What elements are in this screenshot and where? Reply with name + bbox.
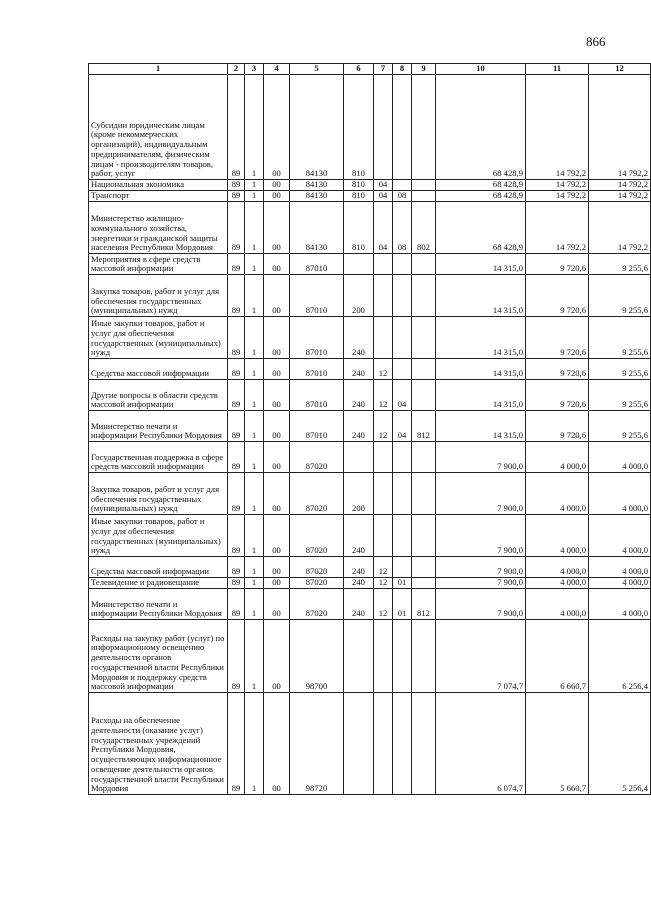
- row-cell-col-9: [412, 75, 436, 180]
- row-cell-col-7: [374, 620, 393, 693]
- table-row: [89, 202, 651, 254]
- row-name-cell: Средства массовой информации: [89, 359, 228, 380]
- table-row: [89, 275, 651, 317]
- table-row: [89, 411, 651, 442]
- row-cell-col-11: 9 720,6: [526, 380, 589, 411]
- row-cell-col-12: 9 255,6: [589, 275, 651, 317]
- row-cell-col-10: 68 428,9: [436, 75, 526, 180]
- row-cell-col-11: 4 000,0: [526, 515, 589, 557]
- row-cell-col-4: 00: [264, 75, 290, 180]
- row-cell-col-5: 87020: [290, 557, 344, 578]
- row-name-cell: Министерство жилищно-коммунального хозяйства, энергетики и гражданской защиты населения Республики Мордовия: [89, 202, 228, 254]
- row-cell-col-6: 240: [344, 589, 374, 620]
- column-header-1: 1: [89, 64, 228, 75]
- row-cell-col-3: 1: [245, 202, 264, 254]
- row-cell-col-7: 12: [374, 359, 393, 380]
- row-cell-col-11: 9 720,6: [526, 411, 589, 442]
- row-cell-col-9: 802: [412, 202, 436, 254]
- row-cell-col-9: [412, 254, 436, 275]
- row-cell-col-10: 7 900,0: [436, 578, 526, 589]
- row-cell-col-12: 9 255,6: [589, 380, 651, 411]
- row-cell-col-4: 00: [264, 317, 290, 359]
- row-cell-col-4: 00: [264, 275, 290, 317]
- row-cell-col-4: 00: [264, 442, 290, 473]
- row-cell-col-8: [393, 515, 412, 557]
- row-cell-col-11: 9 720,6: [526, 254, 589, 275]
- row-cell-col-6: 240: [344, 359, 374, 380]
- row-cell-col-3: 1: [245, 380, 264, 411]
- row-cell-col-12: 4 000,0: [589, 442, 651, 473]
- row-cell-col-9: [412, 557, 436, 578]
- row-cell-col-9: [412, 180, 436, 191]
- row-cell-col-10: 7 900,0: [436, 589, 526, 620]
- row-cell-col-10: 14 315,0: [436, 317, 526, 359]
- row-cell-col-5: 98700: [290, 620, 344, 693]
- table-row: [89, 75, 651, 180]
- row-cell-col-11: 9 720,6: [526, 359, 589, 380]
- row-cell-col-11: 4 000,0: [526, 442, 589, 473]
- row-cell-col-8: [393, 359, 412, 380]
- row-cell-col-8: 01: [393, 589, 412, 620]
- row-cell-col-4: 00: [264, 191, 290, 202]
- row-cell-col-7: [374, 442, 393, 473]
- row-cell-col-3: 1: [245, 317, 264, 359]
- row-name-cell: Другие вопросы в области средств массовой информации: [89, 380, 228, 411]
- row-cell-col-12: 14 792,2: [589, 180, 651, 191]
- row-cell-col-7: [374, 515, 393, 557]
- row-cell-col-4: 00: [264, 254, 290, 275]
- row-cell-col-11: 4 000,0: [526, 589, 589, 620]
- page-number: 866: [586, 34, 606, 49]
- row-cell-col-2: 89: [228, 515, 245, 557]
- row-cell-col-2: 89: [228, 191, 245, 202]
- row-cell-col-2: 89: [228, 75, 245, 180]
- row-cell-col-2: 89: [228, 380, 245, 411]
- row-name-cell: Национальная экономика: [89, 180, 228, 191]
- row-cell-col-3: 1: [245, 359, 264, 380]
- row-cell-col-11: 4 000,0: [526, 557, 589, 578]
- row-cell-col-11: 14 792,2: [526, 75, 589, 180]
- row-cell-col-3: 1: [245, 589, 264, 620]
- row-name-cell: Средства массовой информации: [89, 557, 228, 578]
- row-cell-col-7: [374, 254, 393, 275]
- row-cell-col-12: 14 792,2: [589, 191, 651, 202]
- row-cell-col-10: 68 428,9: [436, 202, 526, 254]
- row-cell-col-5: 84130: [290, 202, 344, 254]
- row-cell-col-5: 87020: [290, 515, 344, 557]
- row-cell-col-2: 89: [228, 557, 245, 578]
- row-cell-col-5: 87020: [290, 589, 344, 620]
- row-cell-col-11: 14 792,2: [526, 191, 589, 202]
- row-cell-col-12: 4 000,0: [589, 473, 651, 515]
- row-cell-col-2: 89: [228, 411, 245, 442]
- row-cell-col-6: 810: [344, 202, 374, 254]
- row-name-cell: Иные закупки товаров, работ и услуг для обеспечения государственных (муниципальных) нужд: [89, 515, 228, 557]
- row-cell-col-2: 89: [228, 275, 245, 317]
- row-cell-col-5: 87020: [290, 473, 344, 515]
- row-cell-col-4: 00: [264, 693, 290, 795]
- row-cell-col-5: 87020: [290, 578, 344, 589]
- row-cell-col-10: 7 900,0: [436, 442, 526, 473]
- row-name-cell: Министерство печати и информации Республики Мордовия: [89, 411, 228, 442]
- table-row: [89, 473, 651, 515]
- row-cell-col-9: [412, 380, 436, 411]
- row-cell-col-5: 84130: [290, 75, 344, 180]
- row-cell-col-7: 04: [374, 202, 393, 254]
- row-cell-col-8: [393, 473, 412, 515]
- row-cell-col-10: 14 315,0: [436, 359, 526, 380]
- row-cell-col-9: [412, 442, 436, 473]
- row-cell-col-9: [412, 693, 436, 795]
- row-cell-col-8: 04: [393, 411, 412, 442]
- row-name-cell: Закупка товаров, работ и услуг для обеспечения государственных (муниципальных) нужд: [89, 275, 228, 317]
- row-cell-col-8: [393, 620, 412, 693]
- row-cell-col-9: [412, 620, 436, 693]
- row-cell-col-3: 1: [245, 473, 264, 515]
- row-cell-col-4: 00: [264, 411, 290, 442]
- row-cell-col-9: [412, 275, 436, 317]
- row-cell-col-3: 1: [245, 254, 264, 275]
- row-cell-col-2: 89: [228, 359, 245, 380]
- row-cell-col-10: 7 900,0: [436, 473, 526, 515]
- row-cell-col-9: [412, 578, 436, 589]
- table-row: [89, 442, 651, 473]
- column-header-9: 9: [412, 64, 436, 75]
- row-cell-col-7: 04: [374, 180, 393, 191]
- row-name-cell: Министерство печати и информации Республики Мордовия: [89, 589, 228, 620]
- column-header-11: 11: [526, 64, 589, 75]
- row-cell-col-7: [374, 317, 393, 359]
- row-cell-col-6: 200: [344, 473, 374, 515]
- row-cell-col-4: 00: [264, 380, 290, 411]
- row-cell-col-10: 6 074,7: [436, 693, 526, 795]
- row-cell-col-3: 1: [245, 557, 264, 578]
- column-header-4: 4: [264, 64, 290, 75]
- row-cell-col-4: 00: [264, 359, 290, 380]
- row-cell-col-11: 14 792,2: [526, 180, 589, 191]
- row-cell-col-11: 6 660,7: [526, 620, 589, 693]
- row-cell-col-5: 87010: [290, 359, 344, 380]
- row-cell-col-2: 89: [228, 254, 245, 275]
- row-cell-col-4: 00: [264, 473, 290, 515]
- row-cell-col-12: 4 000,0: [589, 578, 651, 589]
- row-cell-col-9: [412, 191, 436, 202]
- row-cell-col-3: 1: [245, 620, 264, 693]
- row-name-cell: Телевидение и радиовещание: [89, 578, 228, 589]
- row-name-cell: Закупка товаров, работ и услуг для обеспечения государственных (муниципальных) нужд: [89, 473, 228, 515]
- row-cell-col-5: 87010: [290, 411, 344, 442]
- row-cell-col-12: 9 255,6: [589, 411, 651, 442]
- row-name-cell: Мероприятия в сфере средств массовой информации: [89, 254, 228, 275]
- row-cell-col-2: 89: [228, 693, 245, 795]
- column-header-8: 8: [393, 64, 412, 75]
- row-cell-col-7: 04: [374, 191, 393, 202]
- row-cell-col-3: 1: [245, 693, 264, 795]
- row-cell-col-3: 1: [245, 442, 264, 473]
- row-cell-col-12: 14 792,2: [589, 75, 651, 180]
- row-cell-col-8: [393, 693, 412, 795]
- row-cell-col-5: 84130: [290, 191, 344, 202]
- row-cell-col-6: 810: [344, 180, 374, 191]
- row-cell-col-6: 240: [344, 380, 374, 411]
- table-header-row: [89, 64, 651, 75]
- row-cell-col-3: 1: [245, 578, 264, 589]
- row-cell-col-6: 810: [344, 191, 374, 202]
- row-cell-col-4: 00: [264, 557, 290, 578]
- row-cell-col-7: [374, 473, 393, 515]
- row-cell-col-9: 812: [412, 589, 436, 620]
- row-cell-col-10: 7 074,7: [436, 620, 526, 693]
- row-cell-col-6: [344, 254, 374, 275]
- row-cell-col-6: 240: [344, 317, 374, 359]
- row-cell-col-5: 84130: [290, 180, 344, 191]
- row-cell-col-11: 9 720,6: [526, 275, 589, 317]
- row-cell-col-3: 1: [245, 411, 264, 442]
- row-name-cell: Транспорт: [89, 191, 228, 202]
- table-row: [89, 578, 651, 589]
- row-cell-col-12: 4 000,0: [589, 515, 651, 557]
- row-cell-col-2: 89: [228, 180, 245, 191]
- table-row: [89, 359, 651, 380]
- row-cell-col-5: 87010: [290, 380, 344, 411]
- row-cell-col-10: 68 428,9: [436, 191, 526, 202]
- row-cell-col-5: 87010: [290, 317, 344, 359]
- row-cell-col-6: 200: [344, 275, 374, 317]
- row-cell-col-3: 1: [245, 275, 264, 317]
- column-header-7: 7: [374, 64, 393, 75]
- column-header-12: 12: [589, 64, 651, 75]
- column-header-10: 10: [436, 64, 526, 75]
- row-cell-col-6: 240: [344, 515, 374, 557]
- row-cell-col-12: 6 256,4: [589, 620, 651, 693]
- row-cell-col-7: 12: [374, 411, 393, 442]
- row-cell-col-4: 00: [264, 515, 290, 557]
- row-cell-col-7: [374, 75, 393, 180]
- row-cell-col-6: 240: [344, 557, 374, 578]
- row-name-cell: Субсидии юридическим лицам (кроме некоммерческих организаций), индивидуальным предпринимателям, физическим лицам - производителям товаров, работ, услуг: [89, 75, 228, 180]
- row-cell-col-8: [393, 275, 412, 317]
- row-cell-col-10: 68 428,9: [436, 180, 526, 191]
- row-cell-col-6: [344, 442, 374, 473]
- row-cell-col-9: 812: [412, 411, 436, 442]
- row-cell-col-11: 5 660,7: [526, 693, 589, 795]
- row-cell-col-8: 08: [393, 202, 412, 254]
- row-cell-col-10: 14 315,0: [436, 275, 526, 317]
- row-cell-col-11: 14 792,2: [526, 202, 589, 254]
- column-header-3: 3: [245, 64, 264, 75]
- row-cell-col-4: 00: [264, 180, 290, 191]
- row-cell-col-2: 89: [228, 442, 245, 473]
- table-row: [89, 180, 651, 191]
- table-row: [89, 254, 651, 275]
- row-cell-col-7: 12: [374, 578, 393, 589]
- row-cell-col-3: 1: [245, 515, 264, 557]
- row-cell-col-6: 810: [344, 75, 374, 180]
- row-cell-col-9: [412, 359, 436, 380]
- row-cell-col-2: 89: [228, 578, 245, 589]
- row-cell-col-2: 89: [228, 202, 245, 254]
- row-cell-col-8: [393, 254, 412, 275]
- row-cell-col-4: 00: [264, 578, 290, 589]
- row-cell-col-12: 5 256,4: [589, 693, 651, 795]
- row-cell-col-10: 14 315,0: [436, 254, 526, 275]
- row-cell-col-12: 9 255,6: [589, 254, 651, 275]
- row-cell-col-2: 89: [228, 589, 245, 620]
- row-cell-col-5: 98720: [290, 693, 344, 795]
- table-body: [89, 75, 651, 795]
- row-cell-col-3: 1: [245, 191, 264, 202]
- row-cell-col-12: 9 255,6: [589, 317, 651, 359]
- row-name-cell: Иные закупки товаров, работ и услуг для обеспечения государственных (муниципальных) нужд: [89, 317, 228, 359]
- table-row: [89, 515, 651, 557]
- row-cell-col-6: 240: [344, 578, 374, 589]
- row-cell-col-8: 08: [393, 191, 412, 202]
- row-cell-col-6: 240: [344, 411, 374, 442]
- row-cell-col-3: 1: [245, 75, 264, 180]
- row-cell-col-4: 00: [264, 202, 290, 254]
- row-cell-col-7: [374, 275, 393, 317]
- table-row: [89, 191, 651, 202]
- row-cell-col-8: 04: [393, 380, 412, 411]
- row-cell-col-9: [412, 473, 436, 515]
- row-cell-col-7: 12: [374, 557, 393, 578]
- row-cell-col-5: 87010: [290, 275, 344, 317]
- row-cell-col-10: 14 315,0: [436, 411, 526, 442]
- row-cell-col-11: 4 000,0: [526, 578, 589, 589]
- row-cell-col-7: 12: [374, 380, 393, 411]
- budget-table: [88, 63, 651, 795]
- row-cell-col-8: 01: [393, 578, 412, 589]
- table-row: [89, 589, 651, 620]
- row-cell-col-10: 7 900,0: [436, 557, 526, 578]
- row-cell-col-4: 00: [264, 620, 290, 693]
- row-cell-col-3: 1: [245, 180, 264, 191]
- row-cell-col-8: [393, 442, 412, 473]
- row-cell-col-8: [393, 180, 412, 191]
- row-name-cell: Расходы на обеспечение деятельности (оказание услуг) государственных учреждений Республики Мордовия, осуществляющих информационное освещение деятельности органов государственной власти Республики Мордовия: [89, 693, 228, 795]
- row-cell-col-11: 9 720,6: [526, 317, 589, 359]
- row-cell-col-2: 89: [228, 620, 245, 693]
- row-cell-col-8: [393, 557, 412, 578]
- row-cell-col-7: 12: [374, 589, 393, 620]
- row-cell-col-10: 7 900,0: [436, 515, 526, 557]
- row-cell-col-9: [412, 515, 436, 557]
- table-row: [89, 693, 651, 795]
- row-cell-col-8: [393, 317, 412, 359]
- row-cell-col-2: 89: [228, 473, 245, 515]
- row-cell-col-6: [344, 620, 374, 693]
- row-name-cell: Расходы на закупку работ (услуг) по информационному освещению деятельности органов государственной власти Республики Мордовия и поддержку средств массовой информации: [89, 620, 228, 693]
- table-row: [89, 380, 651, 411]
- row-cell-col-12: 4 000,0: [589, 589, 651, 620]
- row-cell-col-4: 00: [264, 589, 290, 620]
- row-cell-col-6: [344, 693, 374, 795]
- row-cell-col-2: 89: [228, 317, 245, 359]
- row-name-cell: Государственная поддержка в сфере средств массовой информации: [89, 442, 228, 473]
- row-cell-col-8: [393, 75, 412, 180]
- column-header-2: 2: [228, 64, 245, 75]
- row-cell-col-12: 9 255,6: [589, 359, 651, 380]
- row-cell-col-9: [412, 317, 436, 359]
- row-cell-col-5: 87010: [290, 254, 344, 275]
- row-cell-col-7: [374, 693, 393, 795]
- table-row: [89, 557, 651, 578]
- row-cell-col-5: 87020: [290, 442, 344, 473]
- table-row: [89, 317, 651, 359]
- column-header-5: 5: [290, 64, 344, 75]
- row-cell-col-12: 14 792,2: [589, 202, 651, 254]
- row-cell-col-12: 4 000,0: [589, 557, 651, 578]
- row-cell-col-11: 4 000,0: [526, 473, 589, 515]
- column-header-6: 6: [344, 64, 374, 75]
- row-cell-col-10: 14 315,0: [436, 380, 526, 411]
- table-row: [89, 620, 651, 693]
